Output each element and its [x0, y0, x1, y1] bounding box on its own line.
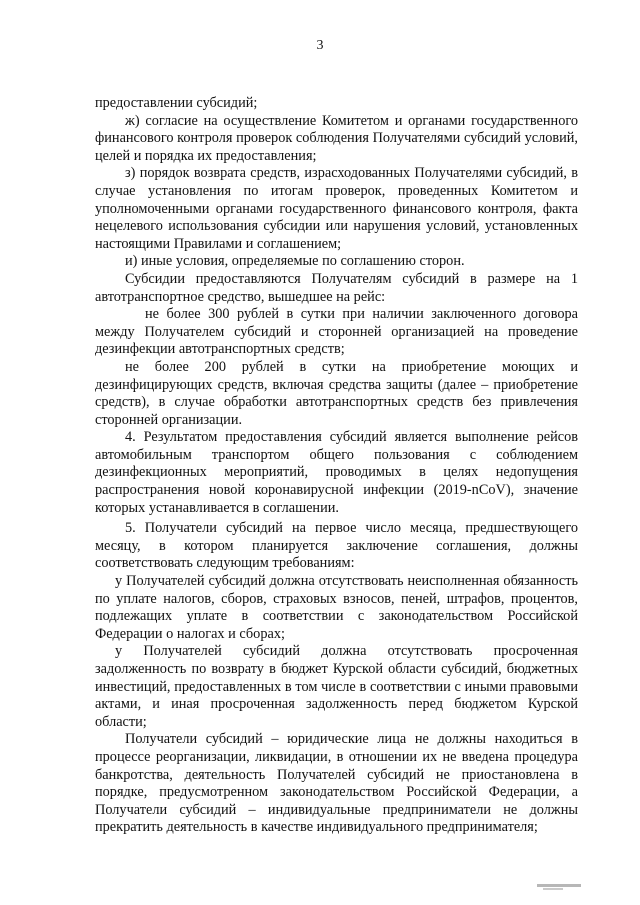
scan-mark — [537, 884, 581, 887]
paragraph-subsidy-amount: Субсидии предоставляются Получателям субсидий в размере на 1 автотранспортное средство, вышедшее на рейс: — [95, 270, 578, 305]
page-number: 3 — [316, 38, 324, 53]
paragraph-item-z: з) порядок возврата средств, израсходованных Получателями субсидий, в случае установления по итогам проверок, проведенных Комитетом и уполномоченными органами государственного финансового контроля, факта нецелевого использования субсидии или нарушения условий, установленных настоящими Правилами и соглашением; — [95, 165, 578, 252]
paragraph-requirement-legal-status: Получатели субсидий – юридические лица не должны находиться в процессе реорганизации, ликвидации, в отношении их не введена процедура банкротства, деятельность Получателей субсидий не приостановлена в порядке, предусмотренном законодательством Российской Федерации, а Получатели субсидий – индивидуальные предприниматели не должны прекратить деятельность в качестве индивидуального предпринимателя; — [95, 731, 578, 836]
paragraph-amount-200: не более 200 рублей в сутки на приобретение моющих и дезинфицирующих средств, включая средства защиты (далее – приобретение средств), в случае обработки автотранспортных средств без привлечения сторонней организации. — [95, 358, 578, 428]
paragraph-section-5: 5. Получатели субсидий на первое число месяца, предшествующего месяцу, в котором планируется заключение соглашения, должны соответствовать следующим требованиям: — [95, 520, 578, 572]
paragraph-continuation: предоставлении субсидий; — [95, 95, 258, 111]
paragraph-item-i: и) иные условия, определяемые по соглашению сторон. — [125, 253, 465, 270]
paragraph-requirement-taxes: у Получателей субсидий должна отсутствовать неисполненная обязанность по уплате налогов, сборов, страховых взносов, пеней, штрафов, процентов, подлежащих уплате в соответствии с законодательством Российской Федерации о налогах и сборах; — [95, 573, 578, 642]
paragraph-amount-300: не более 300 рублей в сутки при наличии заключенного договора между Получателем субсидий и сторонней организацией на проведение дезинфекции автотранспортных средств; — [95, 306, 578, 358]
paragraph-requirement-debt: у Получателей субсидий должна отсутствовать просроченная задолженность по возврату в бюджет Курской области субсидий, бюджетных инвестиций, предоставленных в том числе в соответствии с иными правовыми актами, и иная просроченная задолженность перед бюджетом Курской области; — [95, 643, 578, 730]
document-body — [95, 95, 578, 837]
paragraph-item-zh: ж) согласие на осуществление Комитетом и органами государственного финансового контроля проверок соблюдения Получателями субсидий условий, целей и порядка их предоставления; — [95, 112, 578, 164]
paragraph-section-4: 4. Результатом предоставления субсидий является выполнение рейсов автомобильным транспортом общего пользования с соблюдением дезинфекционных мероприятий, проводимых в целях недопущения распространения новой коронавирусной инфекции (2019-nCoV), значение которых устанавливается в соглашении. — [95, 429, 578, 516]
